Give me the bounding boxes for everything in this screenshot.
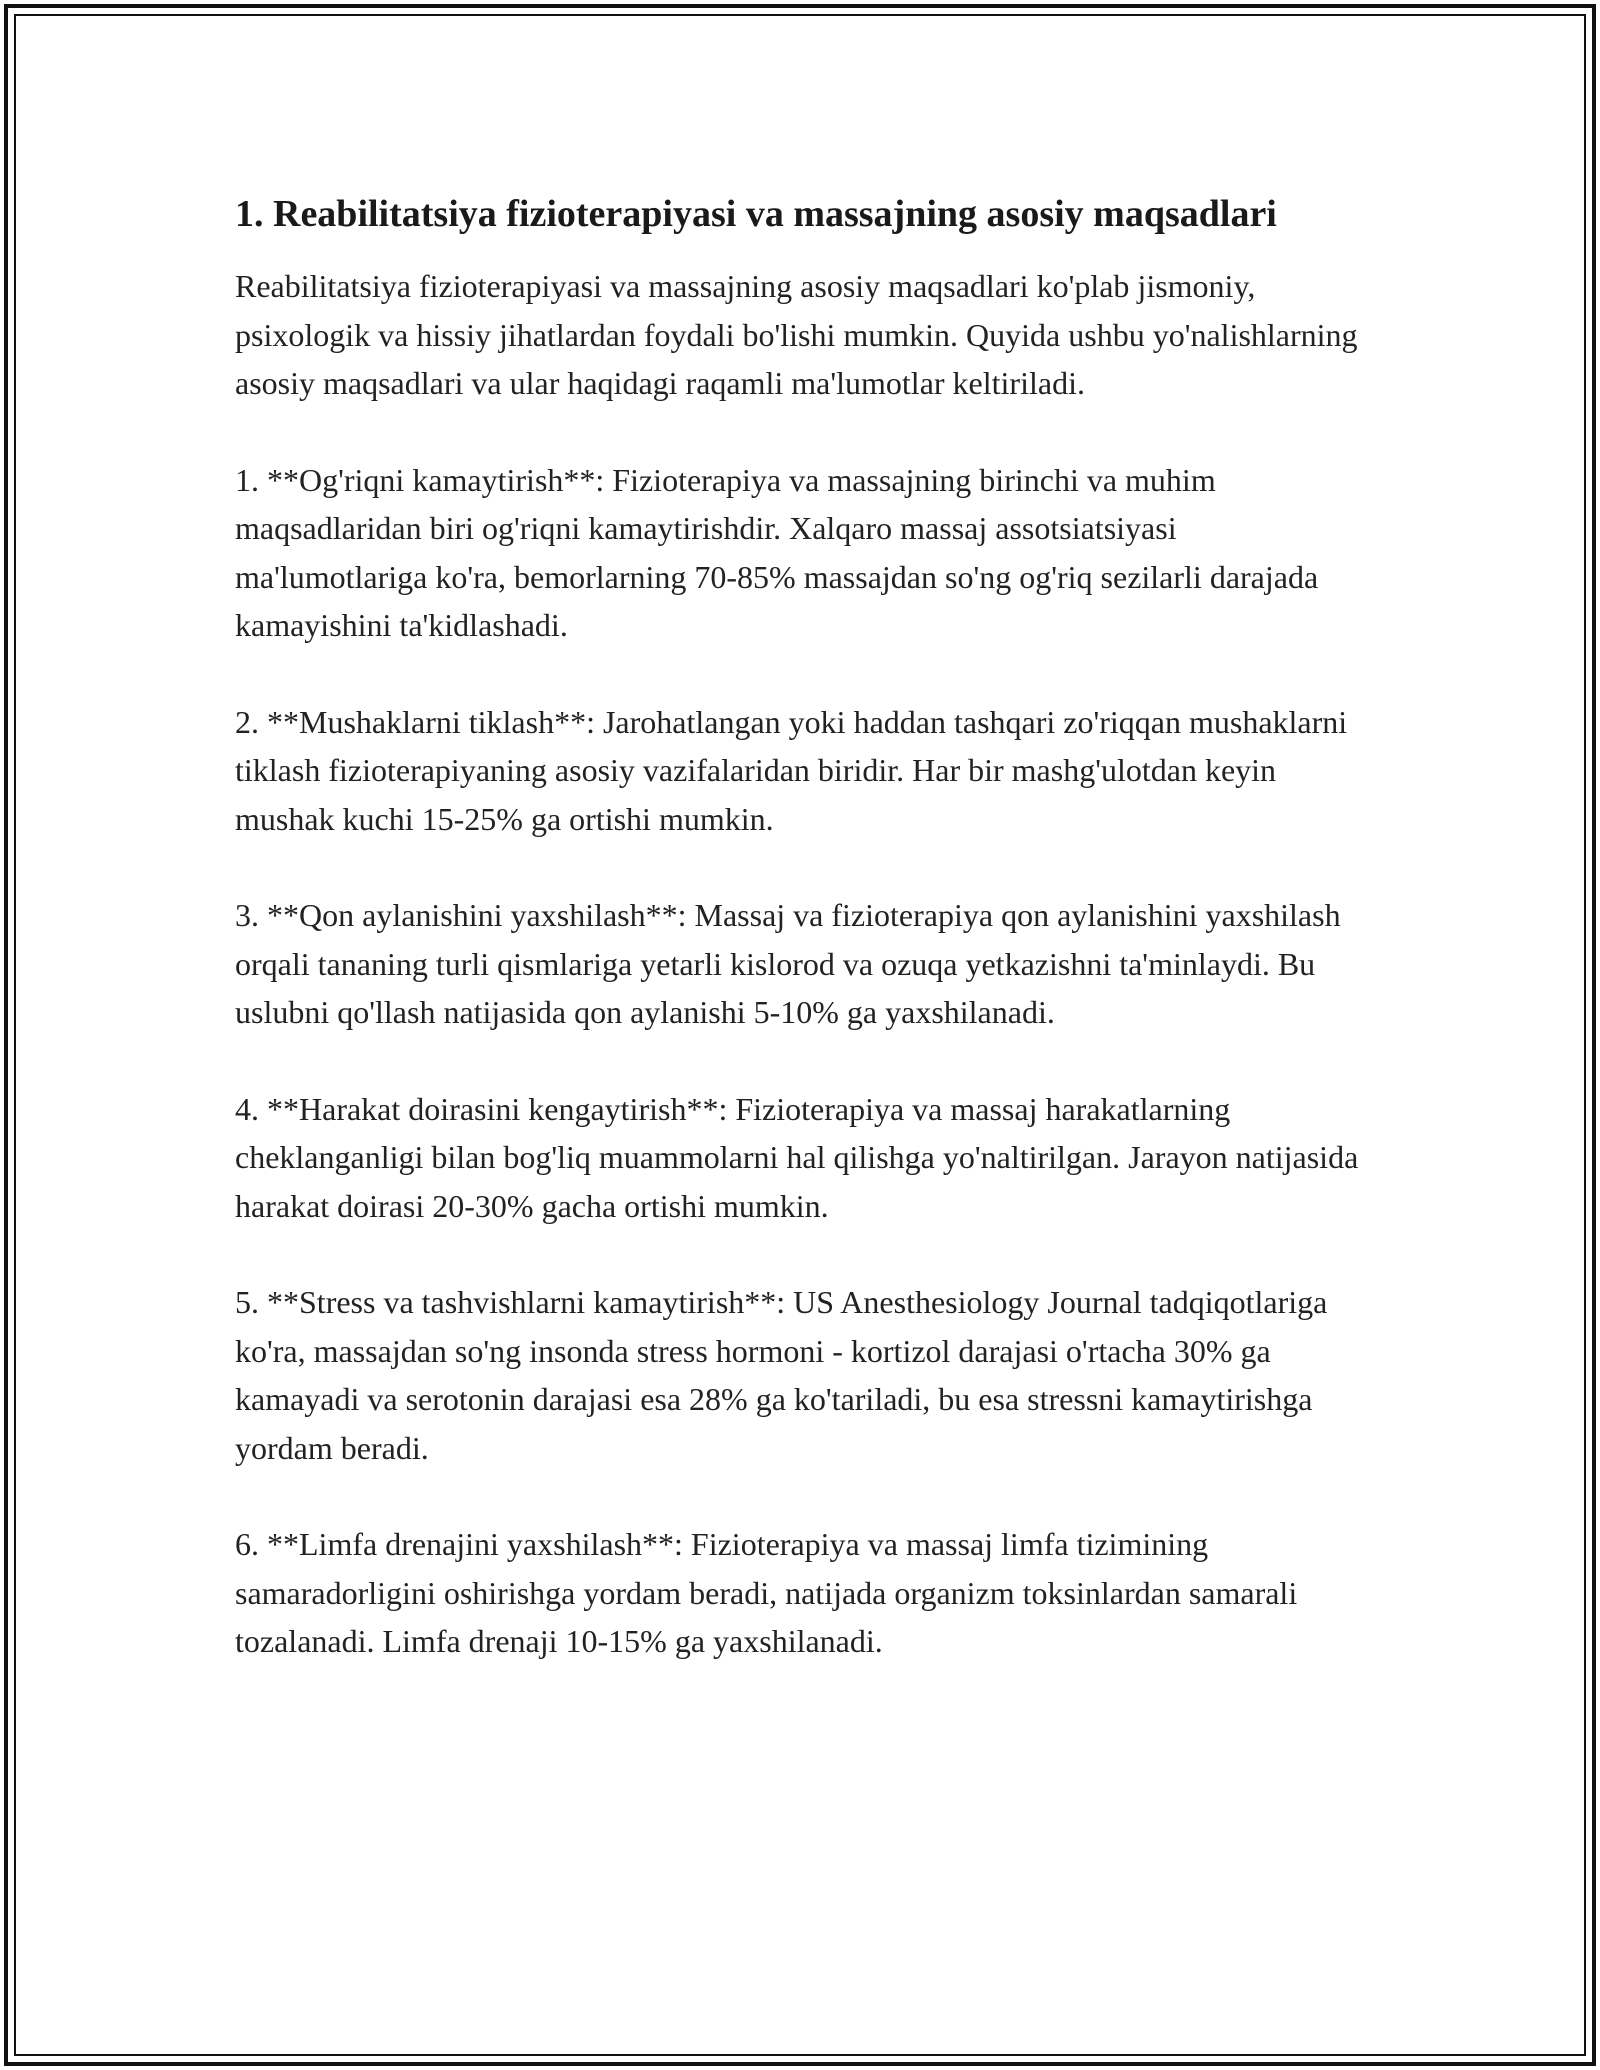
list-item-muscle-recovery: 2. **Mushaklarni tiklash**: Jarohatlangan yoki haddan tashqari zo'riqqan mushaklarni tiklash fizioterapiyaning asosiy vazifalaridan biridir. Har bir mashg'ulotdan keyin mushak kuchi 15-25% ga ortishi mumkin. [235, 703, 1348, 837]
section-heading: 1. Reabilitatsiya fizioterapiyasi va massajning asosiy maqsadlari [235, 193, 1277, 235]
list-item-range-of-motion: 4. **Harakat doirasini kengaytirish**: Fizioterapiya va massaj harakatlarning cheklanganligi bilan bog'liq muammolarni hal qilishga yo'naltirilgan. Jarayon natijasida harakat doirasi 20-30% gacha ortishi mumkin. [235, 1090, 1359, 1224]
list-item-pain-reduction: 1. **Og'riqni kamaytirish**: Fizioterapiya va massajning birinchi va muhim maqsadlaridan biri og'riqni kamaytirishdir. Xalqaro massaj assotsiatsiyasi ma'lumotlariga ko'ra, bemorlarning 70-85% massajdan so'ng og'riq sezilarli darajada kamayishini ta'kidlashadi. [235, 461, 1319, 643]
list-item-blood-circulation: 3. **Qon aylanishini yaxshilash**: Massaj va fizioterapiya qon aylanishini yaxshilash orqali tananing turli qismlariga yetarli kislorod va ozuqa yetkazishni ta'minlaydi. Bu uslubni qo'llash natijasida qon aylanishi 5-10% ga yaxshilanadi. [235, 897, 1341, 1030]
intro-paragraph: Reabilitatsiya fizioterapiyasi va massajning asosiy maqsadlari ko'plab jismoniy, psixologik va hissiy jihatlardan foydali bo'lishi mumkin. Quyida ushbu yo'nalishlarning asosiy maqsadlari va ular haqidagi raqamli ma'lumotlar keltiriladi. [235, 268, 1358, 401]
list-item-stress-reduction: 5. **Stress va tashvishlarni kamaytirish**: US Anesthesiology Journal tadqiqotlariga ko'ra, massajdan so'ng insonda stress hormoni - kortizol darajasi o'rtacha 30% ga kamayadi va serotonin darajasi esa 28% ga ko'tariladi, bu esa stressni kamaytirishga yordam beradi. [235, 1284, 1328, 1466]
list-item-lymph-drainage: 6. **Limfa drenajini yaxshilash**: Fizioterapiya va massaj limfa tizimining samaradorligini oshirishga yordam beradi, natijada organizm toksinlardan samarali tozalanadi. Limfa drenaji 10-15% ga yaxshilanadi. [235, 1526, 1298, 1659]
document-body [235, 186, 1375, 1666]
